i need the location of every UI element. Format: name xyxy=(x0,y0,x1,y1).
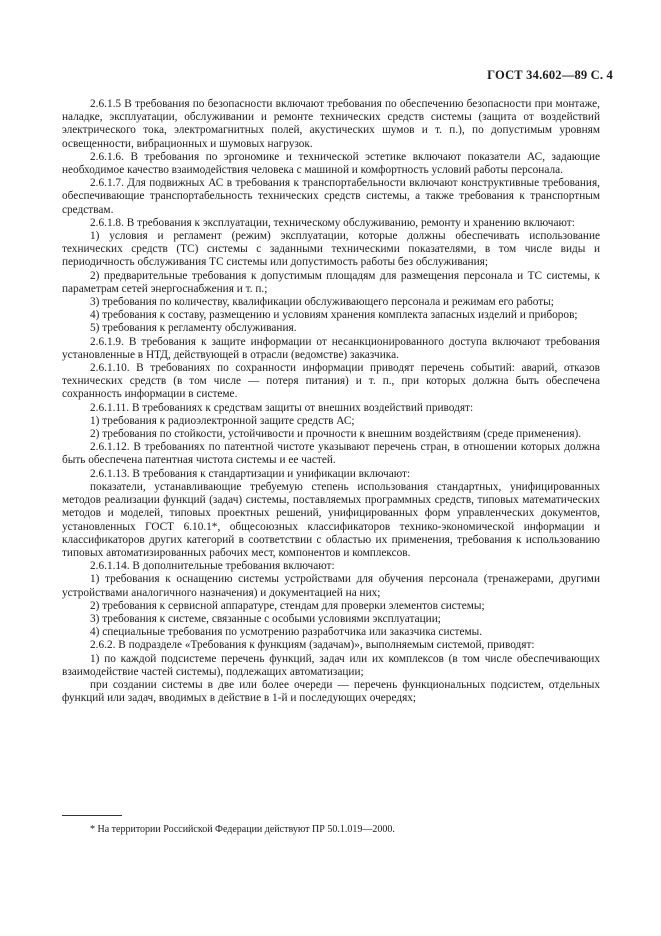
list-item: 2) требования по стойкости, устойчивости и прочности к внешним воздействиям (среде применения). xyxy=(90,428,582,441)
list-item: 4) специальные требования по усмотрению разработчика или заказчика системы. xyxy=(90,626,483,639)
page-header: ГОСТ 34.602—89 С. 4 xyxy=(487,68,613,82)
paragraph: 2.6.1.6. В требования по эргономике и технической эстетике включают показатели АС, задающие необходимое качество взаимодействия человека с машиной и комфортность условий работы персонала. xyxy=(62,150,600,177)
footnote: * На территории Российской Федерации действуют ПР 50.1.019—2000. xyxy=(90,824,395,835)
paragraph: 2.6.1.9. В требования к защите информации от несанкционированного доступа включают требования установленные в НТД, действующей в отрасли (ведомстве) заказчика. xyxy=(62,335,600,361)
list-item: 3) требования к системе, связанные с особыми условиями эксплуатации; xyxy=(90,612,441,625)
list-item: 1) условия и регламент (режим) эксплуатации, которые должны обеспечивать использование технических средств (ТС) системы с заданными техническими показателями, в том числе виды и периодичность обслуживания ТС системы или допустимость работы без обслуживания; xyxy=(62,230,600,269)
list-item: 1) требования к оснащению системы устройствами для обучения персонала (тренажерами, другими устройствами аналогичного назначения) и документацией на них; xyxy=(62,573,600,599)
paragraph: 2.6.1.14. В дополнительные требования включают: xyxy=(90,560,335,573)
list-item: 2) требования к сервисной аппаратуре, стендам для проверки элементов системы; xyxy=(90,599,485,612)
document-body xyxy=(62,98,600,705)
paragraph: при создании системы в две или более очереди — перечень функциональных подсистем, отдельных функций или задач, вводимых в действие в 1-й и последующих очередях; xyxy=(62,678,600,705)
paragraph: 2.6.2. В подразделе «Требования к функциям (задачам)», выполняемым системой, приводят: xyxy=(90,639,535,652)
paragraph: 2.6.1.7. Для подвижных АС в требования к транспортабельности включают конструктивные требования, обеспечивающие транспортабельность технических средств системы, а также требования к транспортным средствам. xyxy=(62,177,600,216)
paragraph: показатели, устанавливающие требуемую степень использования стандартных, унифицированных методов реализации функций (задач) системы, поставляемых программных средств, типовых математических методов и моделей, типовых проектных решений, унифицированных форм управленческих документов, установленных ГОСТ 6.10.1*, общесоюзных классификаторов технико-экономической информации и классификаторов других категорий в соответствии с областью их применения, требования к использованию типовых автоматизированных рабочих мест, компонентов и комплексов. xyxy=(62,480,600,559)
paragraph: 2.6.1.5 В требования по безопасности включают требования по обеспечению безопасности при монтаже, наладке, эксплуатации, обслуживании и ремонте технических средств системы (защита от воздействий электрического тока, электромагнитных полей, акустических шумов и т. п.), по допустимым уровням освещенности, вибрационных и шумовых нагрузок. xyxy=(62,98,600,150)
list-item: 1) требования к радиоэлектронной защите средств АС; xyxy=(90,414,355,427)
list-item: 5) требования к регламенту обслуживания. xyxy=(90,322,297,335)
list-item: 1) по каждой подсистеме перечень функций, задач или их комплексов (в том числе обеспечивающих взаимодействие частей системы), подлежащих автоматизации; xyxy=(62,652,600,678)
paragraph: 2.6.1.13. В требования к стандартизации и унификации включают: xyxy=(90,467,411,480)
paragraph: 2.6.1.10. В требованиях по сохранности информации приводят перечень событий: аварий, отказов технических средств (в том числе — потеря питания) и т. п., при которых должна быть обеспечена сохранность информации в системе. xyxy=(62,362,600,401)
paragraph: 2.6.1.12. В требованиях по патентной чистоте указывают перечень стран, в отношении которых должна быть обеспечена патентная чистота системы и ее частей. xyxy=(62,441,600,467)
footnote-divider xyxy=(62,815,122,816)
list-item: 2) предварительные требования к допустимым площадям для размещения персонала и ТС системы, к параметрам сетей энергоснабжения и т. п.; xyxy=(62,269,600,295)
paragraph: 2.6.1.11. В требованиях к средствам защиты от внешних воздействий приводят: xyxy=(90,401,474,414)
list-item: 4) требования к составу, размещению и условиям хранения комплекта запасных изделий и приборов; xyxy=(90,309,578,322)
paragraph: 2.6.1.8. В требования к эксплуатации, техническому обслуживанию, ремонту и хранению включают: xyxy=(90,216,575,229)
list-item: 3) требования по количеству, квалификации обслуживающего персонала и режимам его работы; xyxy=(90,296,554,309)
